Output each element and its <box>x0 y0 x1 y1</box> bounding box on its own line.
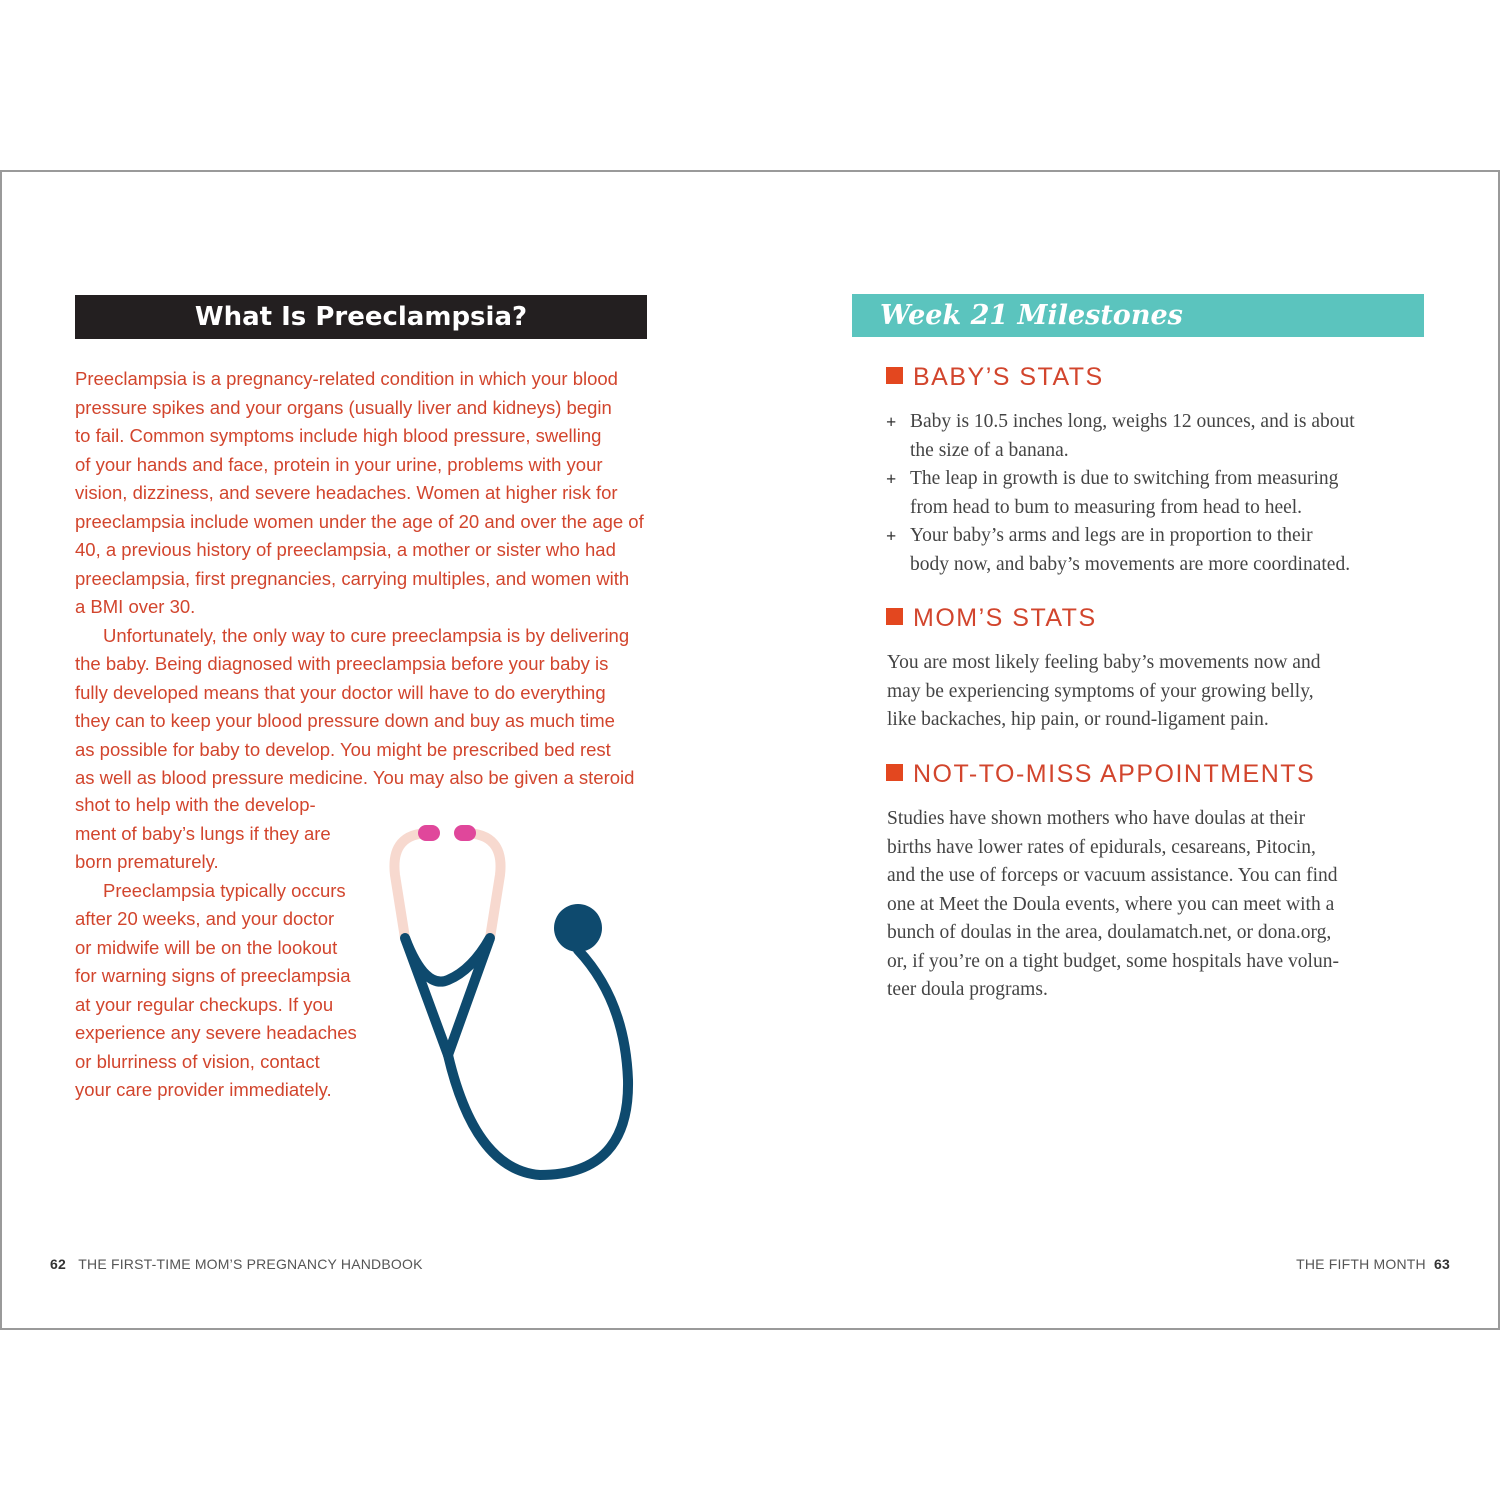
paragraph-3-line: experience any severe headaches <box>75 1022 357 1043</box>
moms-stats-line: may be experiencing symptoms of your growing belly, <box>887 680 1314 702</box>
paragraph-1-line: vision, dizziness, and severe headaches. Women at higher risk for <box>75 482 618 503</box>
appointments-line: Studies have shown mothers who have doulas at their <box>887 808 1306 829</box>
paragraph-2-line: as well as blood pressure medicine. You may also be given a steroid <box>75 767 635 788</box>
plus-bullet-icon: + <box>886 526 897 546</box>
list-item <box>886 408 1406 465</box>
square-bullet-icon <box>886 367 903 384</box>
paragraph-1 <box>75 365 650 622</box>
paragraph-3-line: or blurriness of vision, contact <box>75 1050 320 1072</box>
paragraph-1-line: 40, a previous history of preeclampsia, a mother or sister who had <box>75 539 616 560</box>
paragraph-3 <box>75 877 365 1105</box>
plus-bullet-icon: + <box>886 469 897 489</box>
moms-stats-heading <box>886 603 1097 633</box>
appointments-line: or, if you’re on a tight budget, some hospitals have volun- <box>887 950 1339 972</box>
square-bullet-icon <box>886 764 903 781</box>
milestones-header <box>852 294 1424 337</box>
bullet-line: the size of a banana. <box>910 439 1069 461</box>
left-footer <box>50 1256 423 1272</box>
appointments-text <box>887 805 1397 1005</box>
paragraph-1-line: Preeclampsia is a pregnancy-related condition in which your blood <box>75 368 618 389</box>
paragraph-3-line: Preeclampsia typically occurs <box>103 879 346 901</box>
chapter-title: THE FIFTH MONTH <box>1296 1256 1426 1272</box>
stethoscope-icon <box>380 820 650 1200</box>
bullet-line: The leap in growth is due to switching from measuring <box>910 468 1339 489</box>
paragraph-1-line: pressure spikes and your organs (usually liver and kidneys) begin <box>75 396 612 418</box>
moms-stats-text <box>887 649 1397 735</box>
appointments-heading-text: NOT-TO-MISS APPOINTMENTS <box>913 760 1316 788</box>
paragraph-1-line: of your hands and face, protein in your urine, problems with your <box>75 453 603 475</box>
narrow-column <box>75 791 365 1105</box>
paragraph-2-continued-line: born prematurely. <box>75 851 219 872</box>
paragraph-2-line: fully developed means that your doctor will have to do everything <box>75 681 606 703</box>
list-item <box>886 522 1406 579</box>
paragraph-2-line: they can to keep your blood pressure down and buy as much time <box>75 710 615 731</box>
appointments-line: one at Meet the Doula events, where you can meet with a <box>887 893 1335 915</box>
paragraph-2-line: Unfortunately, the only way to cure preeclampsia is by delivering <box>103 624 630 646</box>
moms-stats-line: like backaches, hip pain, or round-ligament pain. <box>887 709 1269 730</box>
milestones-title: Week 21 Milestones <box>880 300 1183 331</box>
paragraph-3-line: after 20 weeks, and your doctor <box>75 908 335 929</box>
paragraph-2-continued <box>75 791 365 877</box>
paragraph-3-line: at your regular checkups. If you <box>75 993 334 1015</box>
paragraph-2-line: as possible for baby to develop. You might be prescribed bed rest <box>75 738 611 760</box>
book-title: THE FIRST-TIME MOM’S PREGNANCY HANDBOOK <box>78 1256 423 1272</box>
paragraph-1-line: preeclampsia include women under the age of 20 and over the age of <box>75 510 644 532</box>
paragraph-1-line: preeclampsia, first pregnancies, carrying multiples, and women with <box>75 567 630 589</box>
appointments-line: births have lower rates of epidurals, cesareans, Pitocin, <box>887 836 1316 858</box>
paragraph-2-continued-line: ment of baby’s lungs if they are <box>75 822 331 844</box>
appointments-line: teer doula programs. <box>887 979 1048 1000</box>
paragraph-2 <box>75 622 650 793</box>
right-page-number: 63 <box>1434 1256 1450 1272</box>
babys-stats-heading <box>886 362 1104 392</box>
paragraph-2-continued-line: shot to help with the develop- <box>75 794 316 815</box>
moms-stats-heading-text: MOM’S STATS <box>913 604 1097 632</box>
preeclampsia-header <box>75 295 647 339</box>
paragraph-3-line: or midwife will be on the lookout <box>75 936 338 958</box>
right-footer <box>1296 1256 1450 1272</box>
bullet-line: body now, and baby’s movements are more coordinated. <box>910 553 1351 575</box>
square-bullet-icon <box>886 608 903 625</box>
paragraph-2-line: the baby. Being diagnosed with preeclampsia before your baby is <box>75 653 609 674</box>
appointments-heading <box>886 759 1315 789</box>
bullet-line: from head to bum to measuring from head to heel. <box>910 496 1303 518</box>
left-page-number: 62 <box>50 1256 66 1272</box>
babys-stats-heading-text: BABY’S STATS <box>913 363 1104 391</box>
babys-stats-list <box>886 408 1406 579</box>
list-item <box>886 465 1406 522</box>
paragraph-3-line: for warning signs of preeclampsia <box>75 965 351 986</box>
paragraph-1-line: a BMI over 30. <box>75 596 196 617</box>
plus-bullet-icon: + <box>886 412 897 432</box>
preeclampsia-title: What Is Preeclampsia? <box>194 302 528 332</box>
moms-stats-line: You are most likely feeling baby’s movements now and <box>887 652 1321 673</box>
bullet-line: Baby is 10.5 inches long, weighs 12 ounces, and is about <box>910 411 1355 432</box>
bullet-line: Your baby’s arms and legs are in proportion to their <box>910 525 1313 546</box>
paragraph-1-line: to fail. Common symptoms include high blood pressure, swelling <box>75 425 602 446</box>
paragraph-3-line: your care provider immediately. <box>75 1079 332 1100</box>
appointments-line: and the use of forceps or vacuum assistance. You can find <box>887 865 1338 886</box>
appointments-line: bunch of doulas in the area, doulamatch.net, or dona.org, <box>887 922 1332 943</box>
preeclampsia-body <box>75 365 650 793</box>
